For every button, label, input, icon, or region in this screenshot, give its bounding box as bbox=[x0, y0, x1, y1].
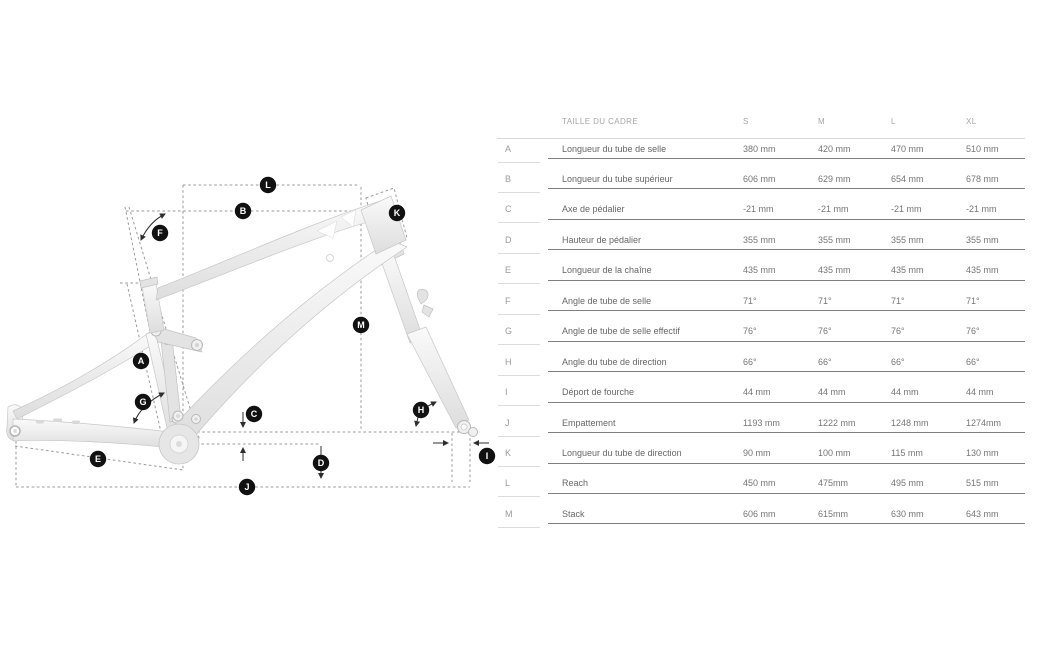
letter-underline bbox=[498, 283, 540, 284]
row-separator bbox=[548, 188, 1025, 189]
row-letter: M bbox=[505, 508, 513, 519]
row-value: 100 mm bbox=[818, 448, 851, 459]
row-value: 615mm bbox=[818, 508, 849, 519]
badge-letter: K bbox=[393, 208, 401, 219]
row-value: 44 mm bbox=[818, 387, 846, 398]
row-value: 1274mm bbox=[966, 417, 1002, 428]
row-name: Longueur de la chaîne bbox=[562, 265, 652, 276]
row-value: 654 mm bbox=[891, 173, 924, 184]
diagram-badge-B bbox=[235, 203, 251, 219]
badge-letter: B bbox=[239, 206, 247, 217]
row-value: 355 mm bbox=[818, 234, 851, 245]
row-value: -21 mm bbox=[966, 204, 997, 215]
row-value: 435 mm bbox=[743, 265, 776, 276]
row-value: 44 mm bbox=[966, 387, 994, 398]
diagram-badge-L bbox=[260, 177, 276, 193]
table-row-B bbox=[497, 169, 1025, 199]
table-row-D bbox=[497, 230, 1025, 260]
diagram-badge-A bbox=[133, 353, 149, 369]
diagram-badge-H bbox=[413, 402, 429, 418]
row-value: 71° bbox=[743, 295, 757, 306]
row-value: 71° bbox=[891, 295, 905, 306]
row-letter: L bbox=[505, 478, 511, 489]
geometry-table bbox=[497, 105, 1025, 537]
diagram-badge-M bbox=[353, 317, 369, 333]
row-value: 606 mm bbox=[743, 508, 776, 519]
letter-underline bbox=[498, 436, 540, 437]
row-value: 66° bbox=[891, 356, 905, 367]
badge-letter: J bbox=[244, 482, 250, 493]
row-value: 515 mm bbox=[966, 478, 999, 489]
row-value: 71° bbox=[966, 295, 980, 306]
diagram-badge-K bbox=[389, 205, 405, 221]
row-value: -21 mm bbox=[743, 204, 774, 215]
row-value: 435 mm bbox=[891, 265, 924, 276]
row-value: 71° bbox=[818, 295, 832, 306]
row-separator bbox=[548, 310, 1025, 311]
row-value: 470 mm bbox=[891, 143, 924, 154]
row-value: 44 mm bbox=[743, 387, 771, 398]
row-value: 643 mm bbox=[966, 508, 999, 519]
row-value: 495 mm bbox=[891, 478, 924, 489]
size-header-l: L bbox=[891, 116, 896, 126]
row-value: -21 mm bbox=[891, 204, 922, 215]
row-name: Axe de pédalier bbox=[562, 204, 625, 215]
row-name: Longueur du tube de direction bbox=[562, 448, 682, 459]
row-value: 435 mm bbox=[966, 265, 999, 276]
row-separator bbox=[548, 280, 1025, 281]
row-name: Reach bbox=[562, 478, 589, 489]
table-row-L bbox=[497, 474, 1025, 504]
table-title: TAILLE DU CADRE bbox=[562, 116, 639, 126]
row-value: 130 mm bbox=[966, 448, 999, 459]
letter-underline bbox=[498, 466, 540, 467]
row-letter: K bbox=[505, 448, 512, 459]
size-header-s: S bbox=[743, 116, 749, 126]
row-letter: J bbox=[505, 417, 510, 428]
row-value: 115 mm bbox=[891, 448, 923, 459]
row-letter: H bbox=[505, 356, 512, 367]
row-value: 76° bbox=[966, 326, 980, 337]
row-letter: B bbox=[505, 173, 512, 184]
row-name: Longueur du tube de selle bbox=[562, 143, 667, 154]
row-value: 355 mm bbox=[966, 234, 999, 245]
row-value: 76° bbox=[743, 326, 757, 337]
row-separator bbox=[548, 219, 1025, 220]
row-letter: D bbox=[505, 234, 512, 245]
row-separator bbox=[548, 432, 1025, 433]
row-value: 355 mm bbox=[743, 234, 776, 245]
table-body bbox=[497, 139, 1025, 535]
letter-underline bbox=[498, 222, 540, 223]
letter-underline bbox=[498, 344, 540, 345]
badge-letter: E bbox=[94, 454, 102, 465]
letter-underline bbox=[498, 375, 540, 376]
diagram-badge-E bbox=[90, 451, 106, 467]
row-value: 606 mm bbox=[743, 173, 776, 184]
row-value: 630 mm bbox=[891, 508, 924, 519]
badge-letter: A bbox=[137, 356, 145, 367]
row-separator bbox=[548, 402, 1025, 403]
row-letter: E bbox=[505, 265, 512, 276]
table-row-E bbox=[497, 261, 1025, 291]
row-value: 1248 mm bbox=[891, 417, 929, 428]
table-row-G bbox=[497, 322, 1025, 352]
diagram-badge-G bbox=[135, 394, 151, 410]
row-value: 66° bbox=[818, 356, 832, 367]
badge-letter: L bbox=[265, 180, 271, 191]
size-header-xl: XL bbox=[966, 116, 977, 126]
badge-letter: H bbox=[417, 405, 425, 416]
row-value: 66° bbox=[966, 356, 980, 367]
row-name: Empattement bbox=[562, 417, 616, 428]
table-row-M bbox=[497, 504, 1025, 534]
row-separator bbox=[548, 523, 1025, 524]
badge-letter: G bbox=[139, 397, 147, 408]
badge-letter: D bbox=[317, 458, 325, 469]
row-value: 66° bbox=[743, 356, 757, 367]
table-row-I bbox=[497, 383, 1025, 413]
row-letter: C bbox=[505, 204, 512, 215]
row-value: 76° bbox=[891, 326, 905, 337]
row-value: 435 mm bbox=[818, 265, 851, 276]
row-separator bbox=[548, 493, 1025, 494]
badge-letter: F bbox=[157, 228, 163, 239]
row-value: 44 mm bbox=[891, 387, 919, 398]
row-value: 678 mm bbox=[966, 173, 999, 184]
row-value: 450 mm bbox=[743, 478, 776, 489]
size-header-m: M bbox=[818, 116, 826, 126]
row-value: 380 mm bbox=[743, 143, 776, 154]
row-value: 90 mm bbox=[743, 448, 771, 459]
letter-underline bbox=[498, 527, 540, 528]
row-value: -21 mm bbox=[818, 204, 849, 215]
row-name: Angle du tube de direction bbox=[562, 356, 667, 367]
diagram-badge-D bbox=[313, 455, 329, 471]
row-value: 510 mm bbox=[966, 143, 999, 154]
table-row-F bbox=[497, 291, 1025, 321]
table-row-H bbox=[497, 352, 1025, 382]
row-name: Stack bbox=[562, 508, 585, 519]
letter-underline bbox=[498, 192, 540, 193]
row-name: Angle de tube de selle effectif bbox=[562, 326, 680, 337]
row-separator bbox=[548, 158, 1025, 159]
diagram-badge-C bbox=[246, 406, 262, 422]
row-name: Déport de fourche bbox=[562, 387, 635, 398]
row-value: 475mm bbox=[818, 478, 849, 489]
diagram-badge-I bbox=[479, 448, 495, 464]
row-letter: I bbox=[505, 387, 508, 398]
badge-letter: C bbox=[250, 409, 258, 420]
diagram-badge-J bbox=[239, 479, 255, 495]
letter-underline bbox=[498, 314, 540, 315]
badge-letter: I bbox=[485, 451, 489, 462]
table-row-K bbox=[497, 444, 1025, 474]
row-name: Longueur du tube supérieur bbox=[562, 173, 673, 184]
table-row-C bbox=[497, 200, 1025, 230]
row-letter: A bbox=[505, 143, 512, 154]
table-row-J bbox=[497, 413, 1025, 443]
row-separator bbox=[548, 463, 1025, 464]
letter-underline bbox=[498, 496, 540, 497]
table-header-row bbox=[497, 105, 1025, 139]
row-value: 629 mm bbox=[818, 173, 851, 184]
row-name: Hauteur de pédalier bbox=[562, 234, 642, 245]
row-value: 420 mm bbox=[818, 143, 851, 154]
row-value: 76° bbox=[818, 326, 832, 337]
row-letter: F bbox=[505, 295, 511, 306]
letter-underline bbox=[498, 253, 540, 254]
row-separator bbox=[548, 371, 1025, 372]
badge-letter: M bbox=[357, 320, 365, 331]
row-value: 1222 mm bbox=[818, 417, 856, 428]
row-name: Angle de tube de selle bbox=[562, 295, 652, 306]
table-row-A bbox=[497, 139, 1025, 169]
row-value: 1193 mm bbox=[743, 417, 780, 428]
letter-underline bbox=[498, 405, 540, 406]
row-separator bbox=[548, 249, 1025, 250]
row-separator bbox=[548, 341, 1025, 342]
letter-underline bbox=[498, 162, 540, 163]
diagram-badge-F bbox=[152, 225, 168, 241]
row-value: 355 mm bbox=[891, 234, 924, 245]
row-letter: G bbox=[505, 326, 513, 337]
